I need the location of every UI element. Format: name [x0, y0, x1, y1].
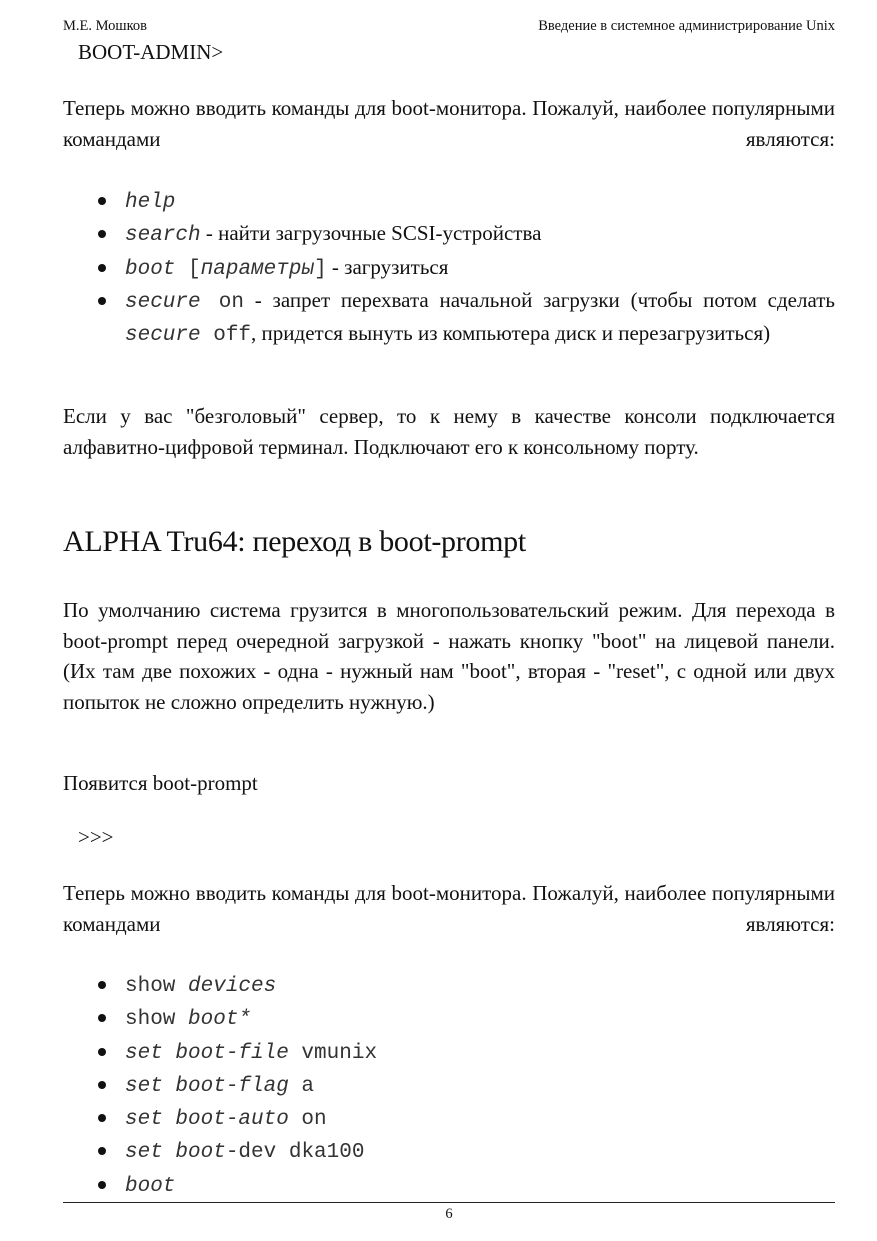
paragraph-intro-2: Теперь можно вводить команды для boot-монитора. Пожалуй, наиболее популярными командами являются:: [63, 881, 835, 936]
command-description: - загрузиться: [326, 254, 449, 279]
command-text: set boot-auto: [125, 1108, 289, 1132]
command-param: параметры: [200, 257, 315, 281]
command-text: show: [125, 1008, 189, 1032]
boot-commands-list-2: [63, 969, 835, 1202]
command-bracket: [: [175, 257, 201, 281]
command-description: - запрет перехвата начальной загрузки (чтобы потом сделать: [243, 287, 836, 312]
command-text: boot: [125, 1174, 176, 1198]
list-item: [63, 252, 835, 285]
list-item: [63, 969, 835, 1002]
boot-admin-prompt: BOOT-ADMIN>: [78, 40, 224, 64]
command-text: set boot-file: [125, 1041, 289, 1065]
paragraph-default-boot: По умолчанию система грузится в многопользовательский режим. Для перехода в boot-prompt перед очередной загрузкой - нажать кнопку "boot" на лицевой панели. (Их там две похожих - одна - нужный нам "boot", вторая - "reset", с одной или двух попыток не сложно определить нужную.): [63, 598, 835, 714]
page-number: 6: [445, 1206, 453, 1222]
command-text: show: [125, 975, 189, 998]
footer-divider: [63, 1202, 835, 1203]
command-arg: on: [200, 290, 244, 314]
command-description: , придется вынуть из компьютера диск и перезагрузиться): [251, 321, 771, 346]
header-title: Введение в системное администрирование Unix: [538, 18, 835, 34]
list-item: [63, 185, 835, 218]
header-author: М.Е. Мошков: [63, 18, 147, 34]
paragraph-headless-server: Если у вас "безголовый" сервер, то к нему в качестве консоли подключается алфавитно-цифровой терминал. Подключают его к консольному порту.: [63, 404, 835, 459]
list-item: [63, 1102, 835, 1135]
command-text: secure: [125, 324, 201, 348]
command-text: set boot: [125, 1141, 226, 1165]
command-text: boot: [125, 257, 176, 281]
list-item: [63, 1036, 835, 1069]
boot-commands-list-1: [63, 185, 835, 351]
document-page: [63, 0, 835, 1241]
command-value: a: [288, 1074, 315, 1098]
list-item: [63, 285, 835, 352]
command-arg: devices: [188, 975, 277, 998]
command-text: help: [125, 191, 176, 214]
section-heading: ALPHA Tru64: переход в boot-prompt: [63, 525, 526, 558]
command-text: set boot-flag: [125, 1074, 289, 1098]
command-arg: boot*: [188, 1008, 252, 1032]
paragraph-intro: Теперь можно вводить команды для boot-монитора. Пожалуй, наиболее популярными командами являются:: [63, 96, 835, 151]
command-arg: off: [200, 324, 252, 348]
list-item: [63, 218, 835, 251]
list-item: [63, 1169, 835, 1202]
paragraph-prompt-appears: Появится boot-prompt: [63, 771, 258, 795]
command-value: -dev dka100: [225, 1141, 365, 1165]
command-value: vmunix: [288, 1041, 378, 1065]
alpha-boot-prompt: >>>: [78, 825, 114, 849]
command-bracket: ]: [314, 257, 327, 281]
list-item: [63, 1135, 835, 1168]
list-item: [63, 1002, 835, 1035]
command-description: - найти загрузочные SCSI-устройства: [200, 221, 542, 246]
list-item: [63, 1069, 835, 1102]
page-header: [63, 17, 835, 35]
command-text: search: [125, 224, 201, 248]
command-text: secure: [125, 290, 201, 314]
command-value: on: [288, 1108, 327, 1132]
